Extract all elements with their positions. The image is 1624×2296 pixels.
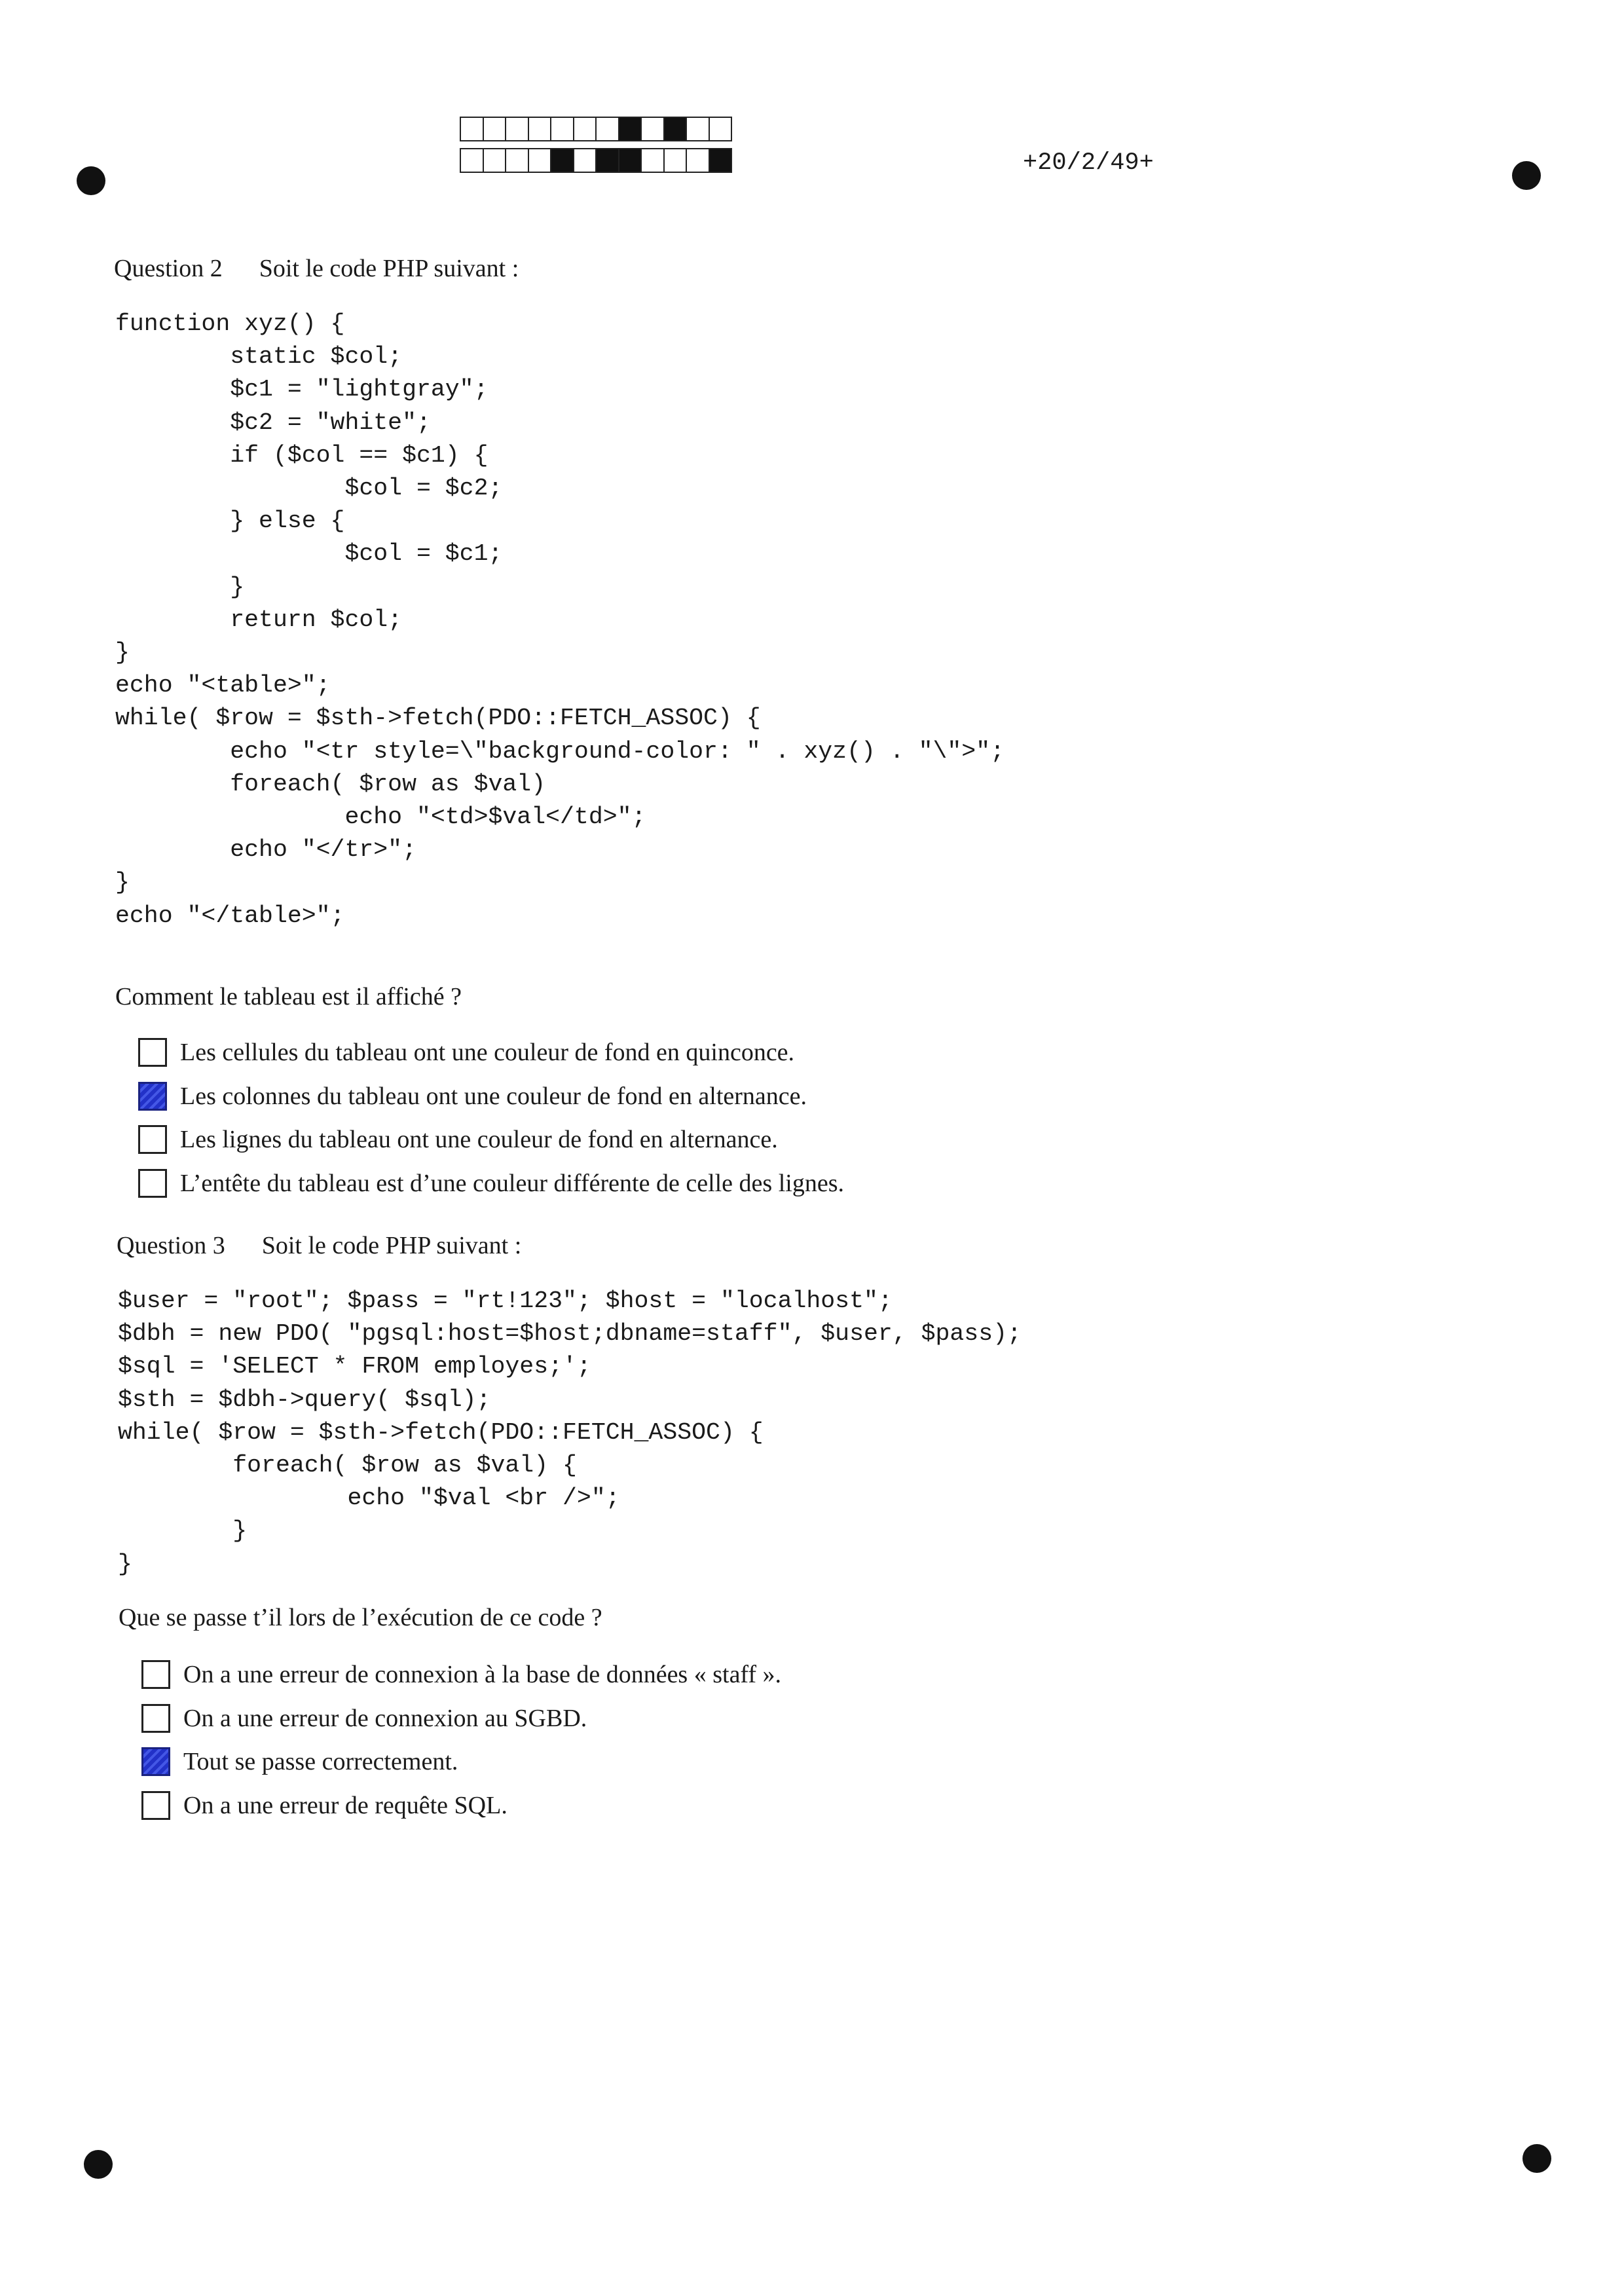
code-line: }: [115, 869, 130, 897]
code-line: foreach( $row as $val): [115, 770, 546, 798]
registration-mark-top-left: [77, 166, 105, 195]
code-line: } else {: [115, 508, 345, 535]
code-line: if ($col == $c1) {: [115, 441, 489, 469]
answer-text: Les colonnes du tableau ont une couleur de fond en alternance.: [180, 1082, 807, 1110]
checkbox[interactable]: [138, 1169, 167, 1198]
id-code-cell: [640, 117, 665, 141]
id-code-row: [460, 148, 731, 174]
code-line: $user = "root"; $pass = "rt!123"; $host = "localhost";: [118, 1287, 893, 1314]
id-code-row: [460, 117, 731, 143]
answer-option[interactable]: [138, 1031, 844, 1075]
id-code-cell: [709, 148, 733, 173]
id-code-cell: [686, 117, 710, 141]
code-line: echo "<table>";: [115, 672, 331, 699]
question-3-label: Question 3: [117, 1232, 225, 1259]
checkbox[interactable]: [138, 1125, 167, 1154]
code-line: foreach( $row as $val) {: [118, 1452, 577, 1479]
code-line: }: [118, 1517, 248, 1545]
question-2-code: [115, 308, 1005, 933]
code-line: $col = $c2;: [115, 475, 503, 502]
code-line: echo "<tr style=\"background-color: " . xyz() . "\">";: [115, 737, 1005, 765]
code-line: }: [115, 573, 245, 601]
checkbox[interactable]: [141, 1791, 170, 1820]
code-line: $c2 = "white";: [115, 409, 431, 436]
answer-option[interactable]: [141, 1740, 781, 1784]
registration-mark-bottom-right: [1522, 2144, 1551, 2173]
answer-text: On a une erreur de connexion à la base de données « staff ».: [183, 1661, 782, 1689]
code-line: }: [115, 639, 130, 667]
page-code: +20/2/49+: [1023, 149, 1154, 177]
id-code-cell: [573, 148, 597, 173]
id-code-cell: [550, 148, 574, 173]
id-code-cell: [709, 117, 733, 141]
question-3-prompt: Que se passe t’il lors de l’exécution de ce code ?: [119, 1604, 602, 1631]
answer-option[interactable]: [141, 1697, 781, 1741]
id-code-cell: [550, 117, 574, 141]
code-line: $sql = 'SELECT * FROM employes;';: [118, 1353, 591, 1380]
id-code-cell: [686, 148, 710, 173]
code-line: }: [118, 1550, 132, 1578]
answer-text: Tout se passe correctement.: [183, 1748, 458, 1776]
code-line: function xyz() {: [115, 310, 345, 337]
code-line: $c1 = "lightgray";: [115, 376, 489, 403]
answer-option[interactable]: [138, 1162, 844, 1206]
id-code-cell: [528, 148, 552, 173]
code-line: while( $row = $sth->fetch(PDO::FETCH_ASSOC) {: [115, 705, 761, 732]
question-2-answers: [138, 1031, 844, 1205]
checkbox-checked[interactable]: [141, 1747, 170, 1776]
answer-text: Les lignes du tableau ont une couleur de fond en alternance.: [180, 1126, 778, 1154]
checkbox[interactable]: [141, 1704, 170, 1733]
answer-text: On a une erreur de connexion au SGBD.: [183, 1704, 587, 1732]
code-line: $sth = $dbh->query( $sql);: [118, 1386, 491, 1413]
registration-mark-bottom-left: [84, 2150, 113, 2179]
question-2-label: Question 2: [114, 255, 223, 282]
code-line: echo "$val <br />";: [118, 1485, 620, 1512]
answer-option[interactable]: [141, 1784, 781, 1828]
question-2-intro: Soit le code PHP suivant :: [259, 255, 519, 282]
id-code-cell: [460, 117, 484, 141]
id-code-cell: [483, 148, 507, 173]
binary-id-code: [460, 117, 731, 179]
answer-option[interactable]: [138, 1118, 844, 1162]
id-code-cell: [505, 148, 529, 173]
code-line: $dbh = new PDO( "pgsql:host=$host;dbname=staff", $user, $pass);: [118, 1320, 1022, 1348]
checkbox-checked[interactable]: [138, 1082, 167, 1111]
checkbox[interactable]: [141, 1660, 170, 1689]
question-3-intro: Soit le code PHP suivant :: [261, 1232, 522, 1259]
answer-option[interactable]: [141, 1653, 781, 1697]
answer-text: L’entête du tableau est d’une couleur différente de celle des lignes.: [180, 1169, 844, 1197]
id-code-cell: [595, 148, 619, 173]
answer-option[interactable]: [138, 1075, 844, 1119]
question-3-code: [118, 1285, 1022, 1581]
question-3-header: [117, 1231, 521, 1260]
id-code-cell: [528, 117, 552, 141]
registration-mark-top-right: [1512, 161, 1541, 190]
id-code-cell: [618, 148, 642, 173]
id-code-cell: [505, 117, 529, 141]
id-code-cell: [483, 117, 507, 141]
checkbox[interactable]: [138, 1038, 167, 1067]
id-code-cell: [663, 148, 688, 173]
code-line: return $col;: [115, 606, 403, 633]
question-3-answers: [141, 1653, 781, 1827]
id-code-cell: [460, 148, 484, 173]
question-2-prompt: Comment le tableau est il affiché ?: [115, 983, 462, 1010]
id-code-cell: [573, 117, 597, 141]
code-line: while( $row = $sth->fetch(PDO::FETCH_ASSOC) {: [118, 1418, 764, 1446]
id-code-cell: [595, 117, 619, 141]
code-line: static $col;: [115, 343, 403, 371]
code-line: echo "</tr>";: [115, 836, 416, 864]
code-line: $col = $c1;: [115, 540, 503, 568]
id-code-cell: [640, 148, 665, 173]
id-code-cell: [663, 117, 688, 141]
answer-text: On a une erreur de requête SQL.: [183, 1791, 507, 1819]
answer-text: Les cellules du tableau ont une couleur de fond en quinconce.: [180, 1039, 795, 1067]
id-code-cell: [618, 117, 642, 141]
code-line: echo "</table>";: [115, 902, 345, 929]
code-line: echo "<td>$val</td>";: [115, 804, 646, 831]
question-2-header: [114, 254, 519, 283]
